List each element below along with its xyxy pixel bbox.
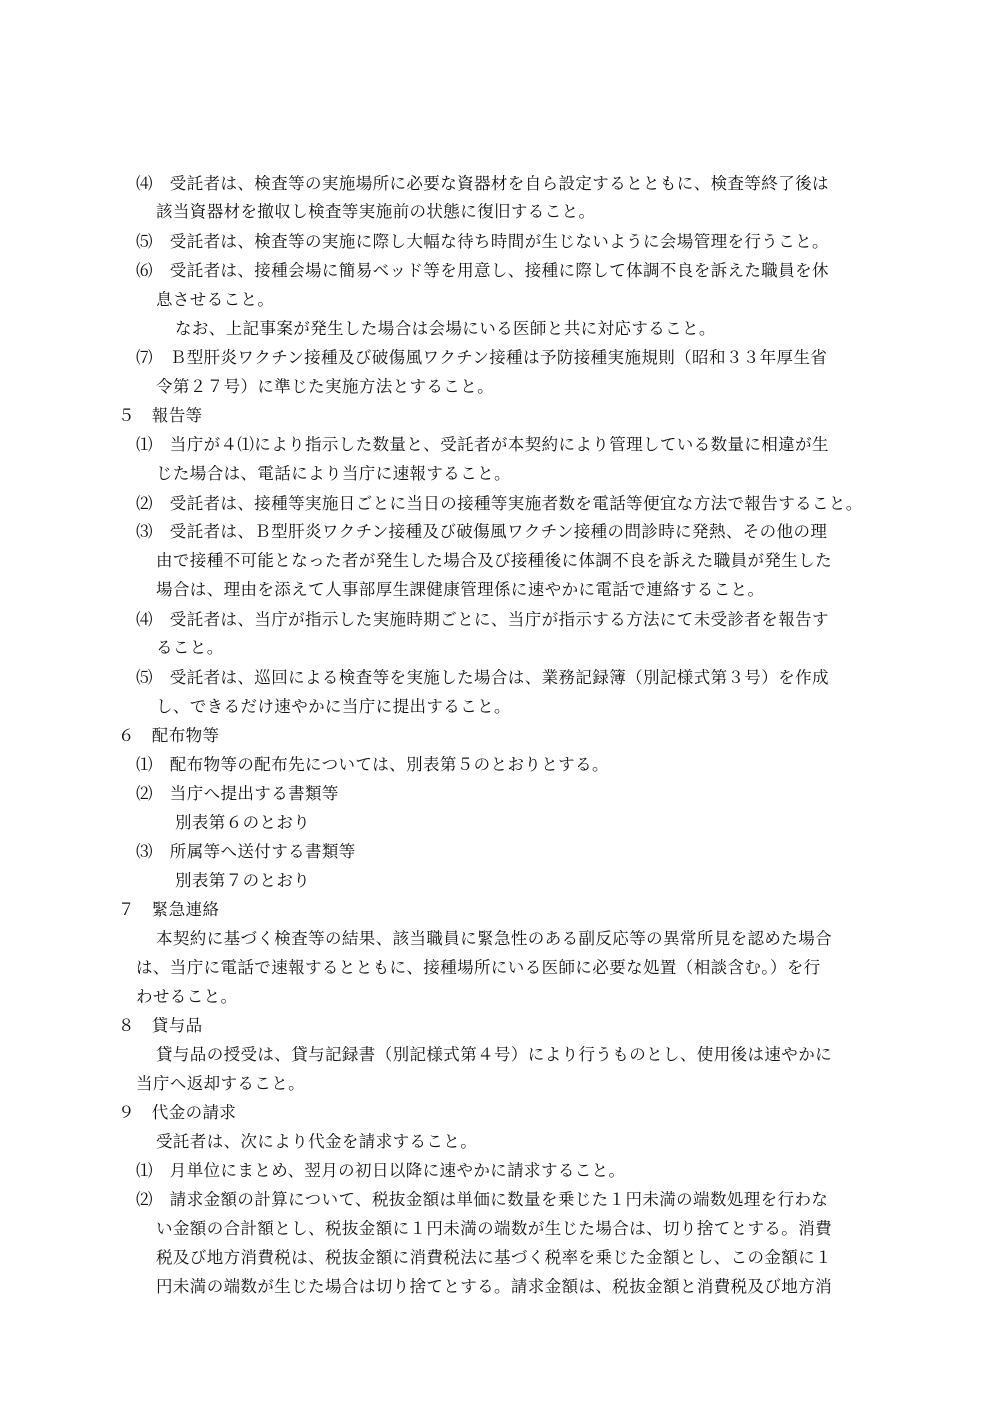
section-7-para-line-1: 本契約に基づく検査等の結果、該当職員に緊急性のある副反応等の異常所見を認めた場合 [156, 929, 832, 948]
item-9-2-line-4: 円未満の端数が生じた場合は切り捨てとする。請求金額は、税抜金額と消費税及び地方消 [156, 1277, 832, 1296]
item-5-1-line-1: ⑴ 当庁が４⑴により指示した数量と、受託者が本契約により管理している数量に相違が生 [136, 435, 829, 454]
item-5-4-line-1: ⑷ 受託者は、当庁が指示した実施時期ごとに、当庁が指示する方法にて未受診者を報告す [136, 610, 829, 629]
item-4-5-line-1: ⑸ 受託者は、検査等の実施に際し大幅な待ち時間が生じないように会場管理を行うこと。 [136, 232, 829, 251]
section-7-para-line-2: は、当庁に電話で速報するとともに、接種場所にいる医師に必要な処置（相談含む。）を行 [136, 958, 821, 977]
item-6-2-detail: 別表第６のとおり [175, 813, 311, 832]
item-6-3-line-1: ⑶ 所属等へ送付する書類等 [136, 842, 356, 861]
item-4-6-line-1: ⑹ 受託者は、接種会場に簡易ベッド等を用意し、接種に際して体調不良を訴えた職員を休 [136, 261, 829, 280]
item-5-3-line-1: ⑶ 受託者は、Ｂ型肝炎ワクチン接種及び破傷風ワクチン接種の問診時に発熱、その他の理 [136, 522, 828, 541]
item-5-3-line-3: 場合は、理由を添えて人事部厚生課健康管理係に速やかに電話で連絡すること。 [156, 580, 765, 599]
section-9-intro: 受託者は、次により代金を請求すること。 [156, 1132, 478, 1151]
item-6-2-line-1: ⑵ 当庁へ提出する書類等 [136, 784, 339, 803]
item-4-7-line-1: ⑺ Ｂ型肝炎ワクチン接種及び破傷風ワクチン接種は予防接種実施規則（昭和３３年厚生省 [136, 348, 828, 367]
section-7-para-line-3: わせること。 [136, 987, 238, 1006]
item-9-2-line-2: い金額の合計額とし、税抜金額に１円未満の端数が生じた場合は、切り捨てとする。消費 [156, 1219, 832, 1238]
item-6-1-line-1: ⑴ 配布物等の配布先については、別表第５のとおりとする。 [136, 755, 609, 774]
section-5-heading: ５ 報告等 [118, 406, 203, 425]
section-8-heading: ８ 貸与品 [118, 1016, 203, 1035]
item-4-7-line-2: 令第２７号）に準じた実施方法とすること。 [156, 377, 494, 396]
item-6-3-detail: 別表第７のとおり [175, 871, 311, 890]
item-5-4-line-2: ること。 [156, 638, 224, 657]
item-5-2-line-1: ⑵ 受託者は、接種等実施日ごとに当日の接種等実施者数を電話等便宜な方法で報告すること。 [136, 494, 863, 513]
item-4-6-line-2: 息させること。 [156, 290, 275, 309]
item-5-5-line-1: ⑸ 受託者は、巡回による検査等を実施した場合は、業務記録簿（別記様式第３号）を作成 [136, 668, 829, 687]
section-9-heading: ９ 代金の請求 [118, 1103, 237, 1122]
item-4-6-note: なお、上記事案が発生した場合は会場にいる医師と共に対応すること。 [175, 319, 716, 338]
item-5-3-line-2: 由で接種不可能となった者が発生した場合及び接種後に体調不良を訴えた職員が発生した [156, 551, 832, 570]
item-9-2-line-1: ⑵ 請求金額の計算について、税抜金額は単価に数量を乗じた１円未満の端数処理を行わな [136, 1190, 829, 1209]
item-5-1-line-2: じた場合は、電話により当庁に速報すること。 [156, 464, 511, 483]
section-8-para-line-1: 貸与品の授受は、貸与記録書（別記様式第４号）により行うものとし、使用後は速やかに [156, 1045, 832, 1064]
item-9-1-line-1: ⑴ 月単位にまとめ、翌月の初日以降に速やかに請求すること。 [136, 1161, 626, 1180]
section-6-heading: ６ 配布物等 [118, 726, 220, 745]
section-8-para-line-2: 当庁へ返却すること。 [136, 1074, 305, 1093]
section-7-heading: ７ 緊急連絡 [118, 900, 220, 919]
item-4-4-line-1: ⑷ 受託者は、検査等の実施場所に必要な資器材を自ら設定するとともに、検査等終了後は [136, 174, 829, 193]
item-4-4-line-2: 該当資器材を撤収し検査等実施前の状態に復旧すること。 [156, 202, 596, 221]
item-5-5-line-2: し、できるだけ速やかに当庁に提出すること。 [156, 697, 511, 716]
item-9-2-line-3: 税及び地方消費税は、税抜金額に消費税法に基づく税率を乗じた金額とし、この金額に１ [156, 1248, 832, 1267]
